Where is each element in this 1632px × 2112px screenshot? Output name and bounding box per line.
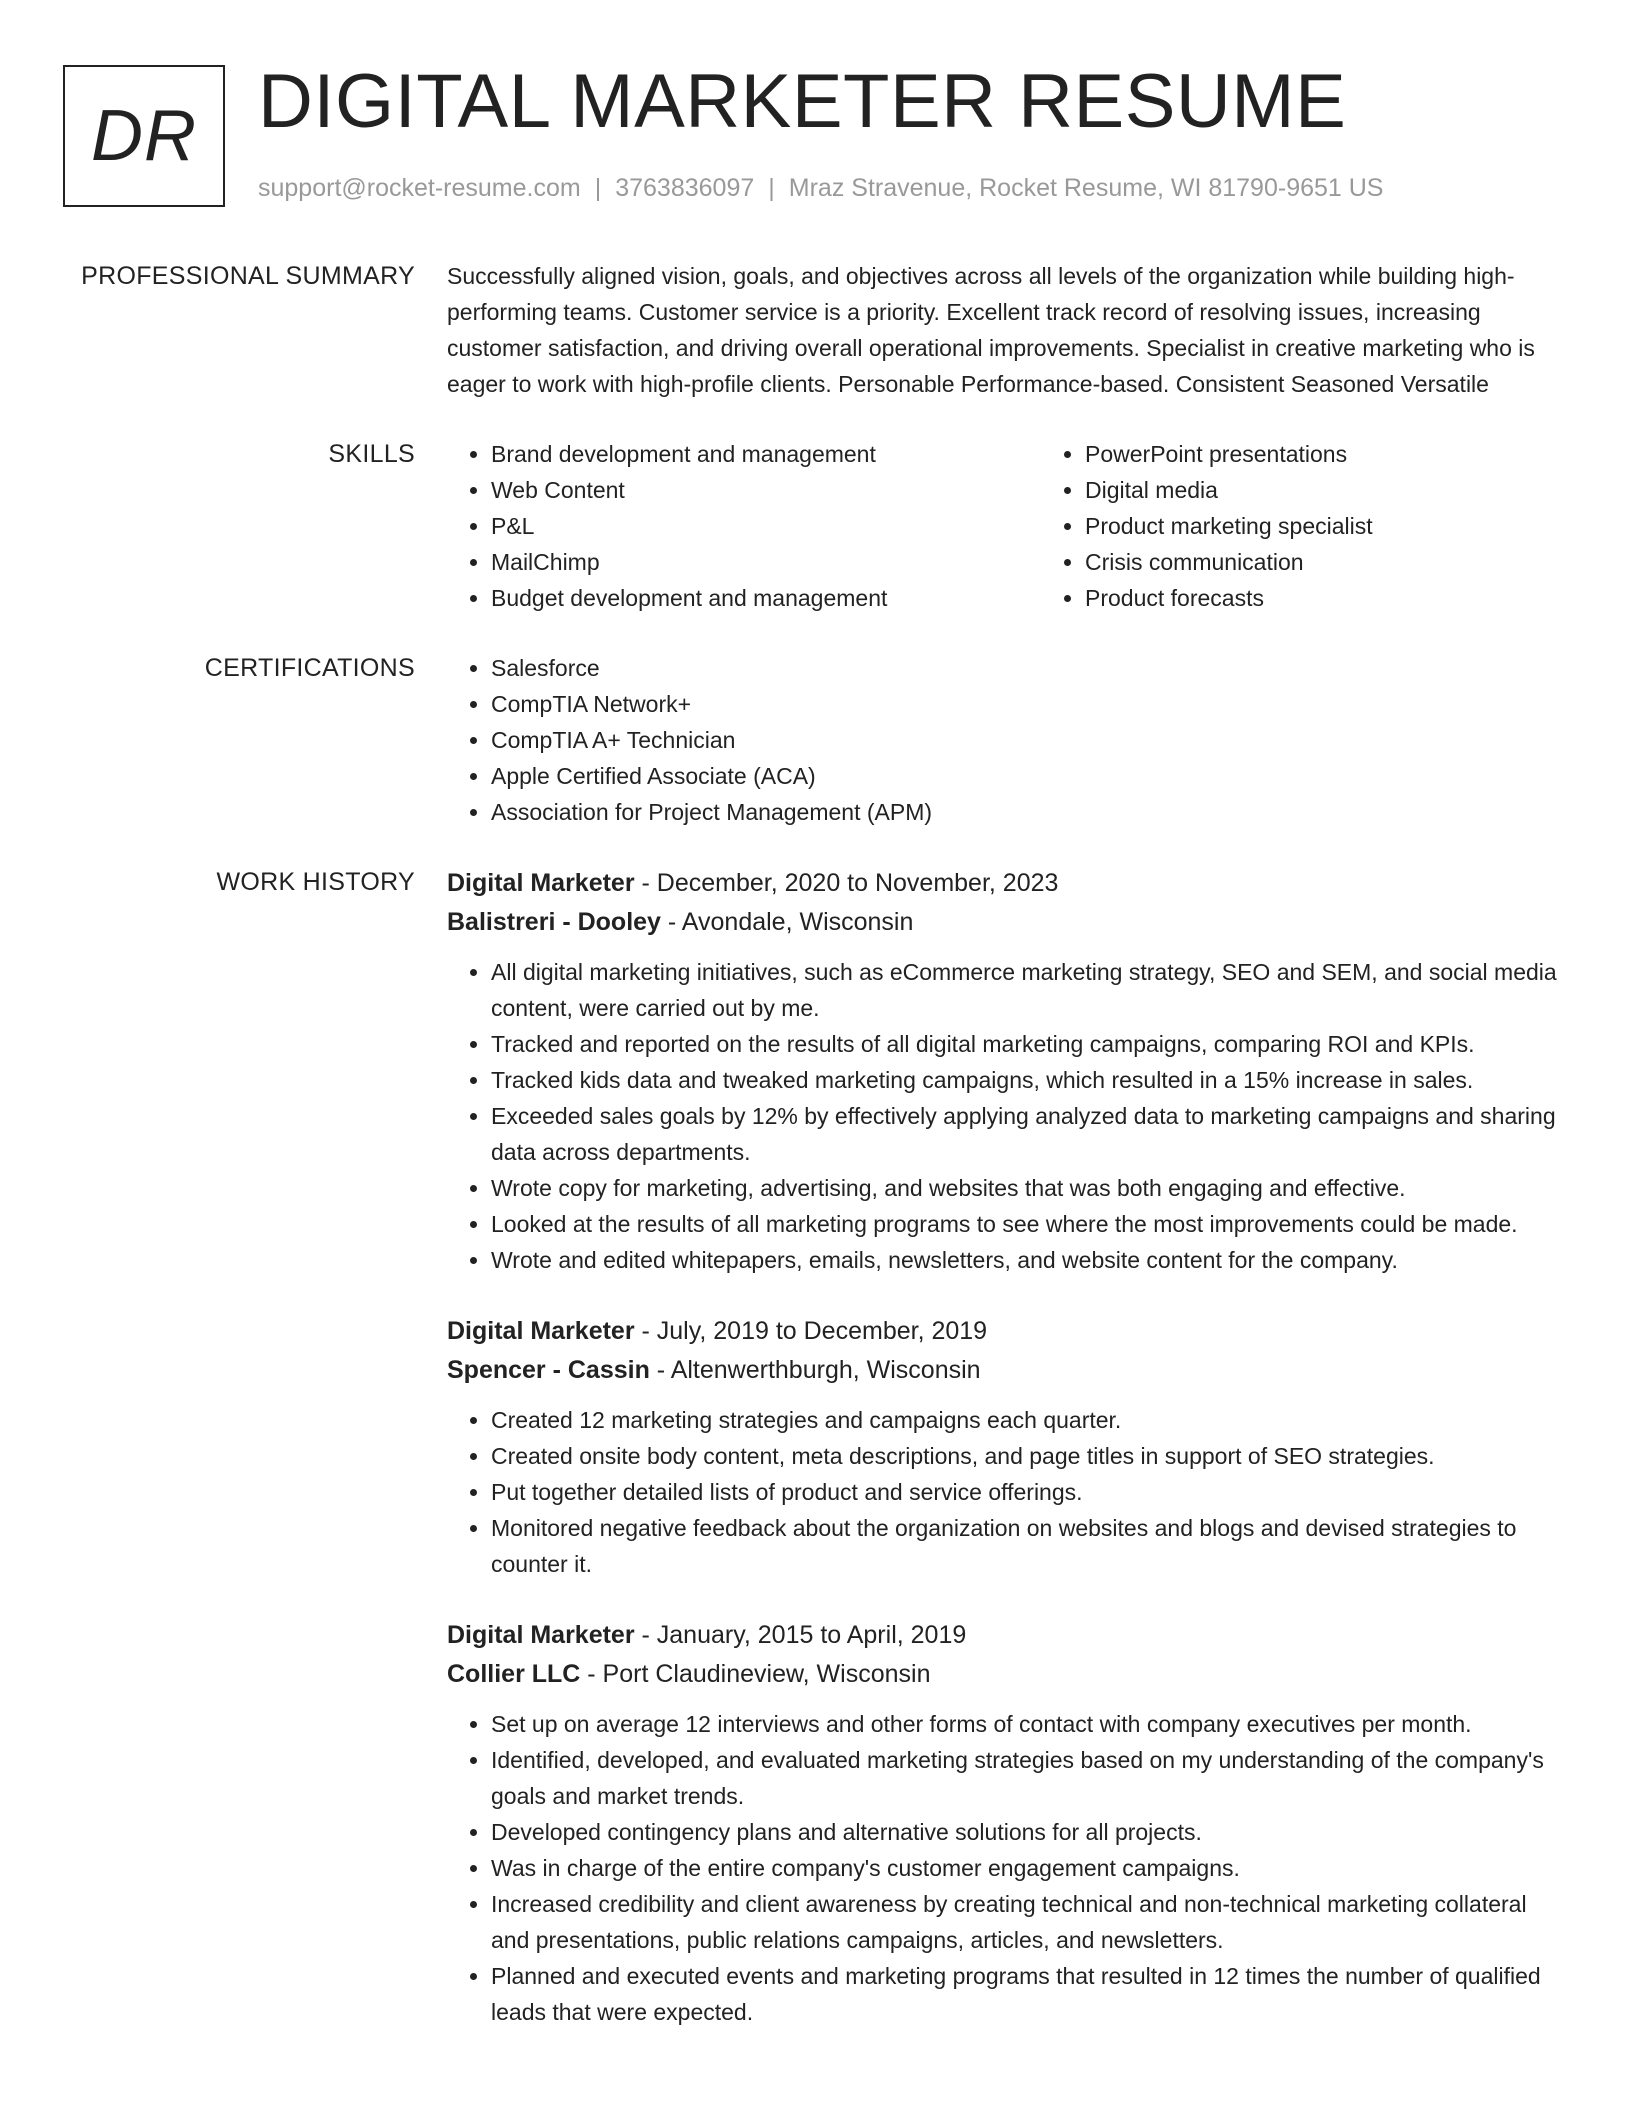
- monogram-logo: DR: [63, 65, 225, 207]
- job-location: - Port Claudineview, Wisconsin: [580, 1660, 931, 1688]
- job-location: - Avondale, Wisconsin: [660, 908, 914, 936]
- skills-list-left: [447, 436, 1041, 616]
- job-bullet: • Identified, developed, and evaluated marketing strategies based on my understanding of the company's goals and market trends.: [491, 1742, 1557, 1814]
- contact-separator: |: [768, 174, 775, 202]
- summary-section: [0, 258, 1632, 402]
- certifications-list: [447, 650, 1557, 830]
- contact-address: Mraz Stravenue, Rocket Resume, WI 81790-9651 US: [788, 174, 1384, 202]
- certification-item: • CompTIA Network+: [491, 686, 1557, 722]
- skill-item: • MailChimp: [491, 544, 1041, 580]
- job-company: Balistreri - Dooley: [447, 908, 661, 936]
- job-bullet: • Increased credibility and client awareness by creating technical and non-technical marketing collateral and presentations, public relations campaigns, articles, and newsletters.: [491, 1886, 1557, 1958]
- contact-email: support@rocket-resume.com: [258, 174, 581, 202]
- resume-content: [0, 258, 1632, 2064]
- skill-item: • PowerPoint presentations: [1085, 436, 1605, 472]
- job-entry: [447, 1616, 1557, 2030]
- job-bullet: • Put together detailed lists of product and service offerings.: [491, 1474, 1557, 1510]
- job-bullets: [447, 954, 1557, 1278]
- job-location: - Altenwerthburgh, Wisconsin: [649, 1356, 981, 1384]
- job-bullet: • Looked at the results of all marketing programs to see where the most improvements could be made.: [491, 1206, 1557, 1242]
- contact-line: [258, 174, 1383, 203]
- certification-item: • Association for Project Management (APM): [491, 794, 1557, 830]
- skill-item: • Product marketing specialist: [1085, 508, 1605, 544]
- job-bullet: • Set up on average 12 interviews and other forms of contact with company executives per month.: [491, 1706, 1557, 1742]
- job-bullet: • Wrote and edited whitepapers, emails, newsletters, and website content for the company.: [491, 1242, 1557, 1278]
- job-bullet: • Monitored negative feedback about the organization on websites and blogs and devised strategies to counter it.: [491, 1510, 1557, 1582]
- job-bullets: [447, 1706, 1557, 2030]
- job-company-line: [447, 1351, 1557, 1390]
- skills-section: [0, 436, 1632, 616]
- job-bullet: • Planned and executed events and marketing programs that resulted in 12 times the number of qualified leads that were expected.: [491, 1958, 1557, 2030]
- contact-phone: 3763836097: [615, 174, 755, 202]
- job-title: Digital Marketer: [447, 1317, 635, 1345]
- job-dates: - December, 2020 to November, 2023: [634, 869, 1059, 897]
- job-entry: [447, 864, 1557, 1278]
- skills-body: [447, 436, 1557, 616]
- job-company-line: [447, 1655, 1557, 1694]
- skill-item: • P&L: [491, 508, 1041, 544]
- job-bullet: • Exceeded sales goals by 12% by effectively applying analyzed data to marketing campaigns and sharing data across departments.: [491, 1098, 1557, 1170]
- job-bullets: [447, 1402, 1557, 1582]
- job-title-line: [447, 864, 1557, 903]
- job-bullet: • Created onsite body content, meta descriptions, and page titles in support of SEO strategies.: [491, 1438, 1557, 1474]
- resume-title: DIGITAL MARKETER RESUME: [258, 59, 1347, 144]
- job-title: Digital Marketer: [447, 869, 635, 897]
- job-bullet: • Tracked and reported on the results of all digital marketing campaigns, comparing ROI and KPIs.: [491, 1026, 1557, 1062]
- job-title-line: [447, 1312, 1557, 1351]
- job-dates: - July, 2019 to December, 2019: [634, 1317, 988, 1345]
- section-label-work-history: WORK HISTORY: [216, 868, 415, 896]
- skill-item: • Web Content: [491, 472, 1041, 508]
- skill-item: • Budget development and management: [491, 580, 1041, 616]
- job-title-line: [447, 1616, 1557, 1655]
- section-label-certifications: CERTIFICATIONS: [204, 654, 415, 682]
- job-dates: - January, 2015 to April, 2019: [634, 1621, 967, 1649]
- skill-item: • Digital media: [1085, 472, 1605, 508]
- summary-text: Successfully aligned vision, goals, and objectives across all levels of the organization while building high-performing teams. Customer service is a priority. Excellent track record of resolving issues, increasing customer satisfaction, and driving overall operational improvements. Specialist in creative marketing who is eager to work with high-profile clients. Personable Performance-based. Consistent Seasoned Versatile: [447, 263, 1535, 397]
- certifications-body: [447, 650, 1557, 830]
- job-bullet: • Created 12 marketing strategies and campaigns each quarter.: [491, 1402, 1557, 1438]
- job-bullet: • Wrote copy for marketing, advertising, and websites that was both engaging and effective.: [491, 1170, 1557, 1206]
- certification-item: • Salesforce: [491, 650, 1557, 686]
- job-bullet: • All digital marketing initiatives, such as eCommerce marketing strategy, SEO and SEM, and social media content, were carried out by me.: [491, 954, 1557, 1026]
- certification-item: • CompTIA A+ Technician: [491, 722, 1557, 758]
- job-company: Collier LLC: [447, 1660, 581, 1688]
- section-label-summary: PROFESSIONAL SUMMARY: [81, 262, 415, 290]
- section-label-skills: SKILLS: [328, 440, 415, 468]
- job-title: Digital Marketer: [447, 1621, 635, 1649]
- job-company: Spencer - Cassin: [447, 1356, 650, 1384]
- skill-item: • Crisis communication: [1085, 544, 1605, 580]
- job-bullet: • Developed contingency plans and alternative solutions for all projects.: [491, 1814, 1557, 1850]
- work-history-section: [0, 864, 1632, 2064]
- skill-item: • Brand development and management: [491, 436, 1041, 472]
- job-bullet: • Was in charge of the entire company's customer engagement campaigns.: [491, 1850, 1557, 1886]
- skill-item: • Product forecasts: [1085, 580, 1605, 616]
- certification-item: • Apple Certified Associate (ACA): [491, 758, 1557, 794]
- job-bullet: • Tracked kids data and tweaked marketing campaigns, which resulted in a 15% increase in sales.: [491, 1062, 1557, 1098]
- work-history-body: [447, 864, 1557, 2064]
- certifications-section: [0, 650, 1632, 830]
- job-entry: [447, 1312, 1557, 1582]
- job-company-line: [447, 903, 1557, 942]
- skills-list-right: [1041, 436, 1605, 616]
- contact-separator: |: [594, 174, 602, 202]
- skills-grid: [447, 436, 1557, 616]
